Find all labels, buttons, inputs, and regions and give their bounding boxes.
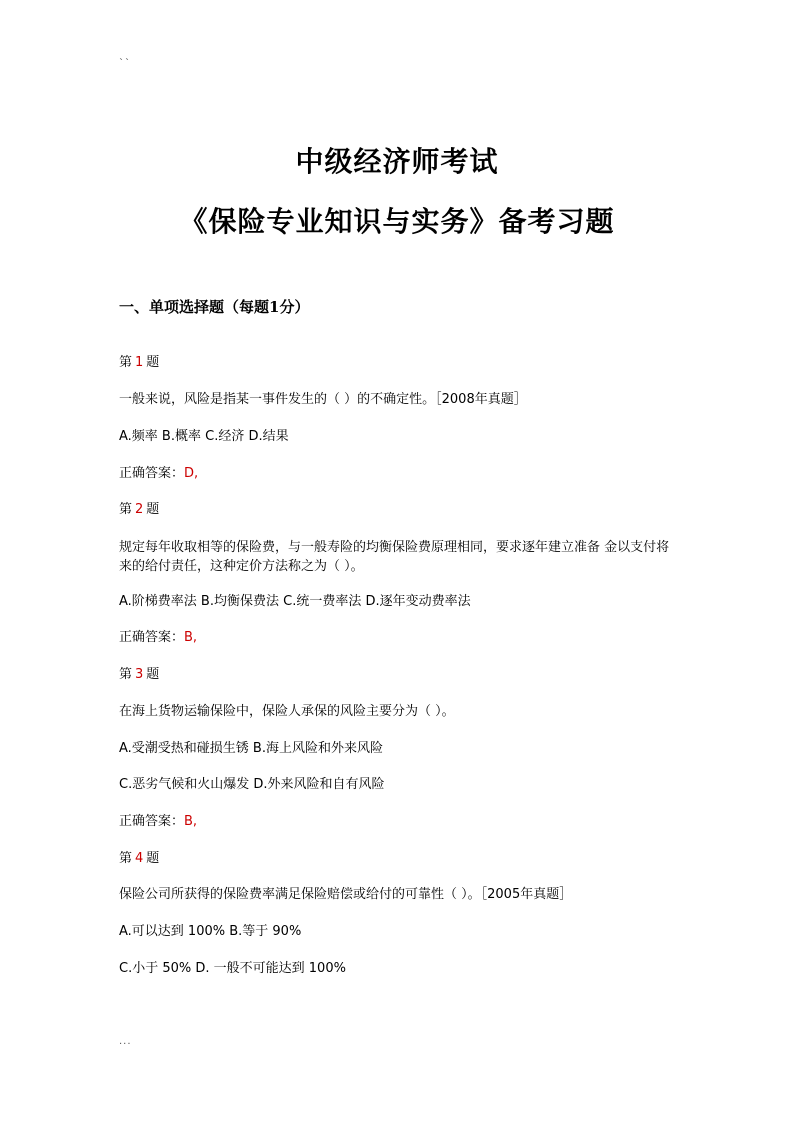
question-1-options: A.频率 B.概率 C.经济 D.结果 [119,429,289,444]
question-3-answer [119,813,689,831]
question-suffix: 题 [146,851,160,866]
question-4-stem: 保险公司所获得的保险费率满足保险赔偿或给付的可靠性（ ）。［2005年真题］ [119,887,573,902]
question-4-options-1: A.可以达到 100% B.等于 90% [119,924,302,939]
question-number: 2 [135,502,144,517]
question-2-stem: 规定每年收取相等的保险费，与一般寿险的均衡保险费原理相同，要求逐年建立准备 金以支付将来的给付责任，这种定价方法称之为（ ）。 [119,540,670,574]
answer-label: 正确答案： [119,814,185,829]
question-number: 3 [135,667,144,682]
page-title: 中级经济师考试 [295,145,499,178]
question-suffix: 题 [146,355,160,370]
question-3-options-1: A.受潮受热和碰损生锈 B.海上风险和外来风险 [119,741,383,756]
question-prefix: 第 [119,502,133,517]
question-1-stem: 一般来说，风险是指某一事件发生的（ ）的不确定性。［2008年真题］ [119,392,527,407]
question-prefix: 第 [119,355,133,370]
question-3-header [119,666,689,684]
question-3-stem: 在海上货物运输保险中，保险人承保的风险主要分为（ ）。 [119,704,455,719]
answer-value: B, [184,630,198,645]
question-2-answer [119,629,689,647]
question-4-options-2: C.小于 50% D. 一般不可能达到 100% [119,961,346,976]
question-3-options-2: C.恶劣气候和火山爆发 D.外来风险和自有风险 [119,777,385,792]
question-prefix: 第 [119,851,133,866]
answer-value: B, [184,814,198,829]
footer-mark: ... [119,1036,132,1047]
question-suffix: 题 [146,502,160,517]
question-2-options: A.阶梯费率法 B.均衡保费法 C.统一费率法 D.逐年变动费率法 [119,594,471,609]
question-number: 1 [135,355,144,370]
answer-value: D, [184,466,199,481]
section-heading: 一、单项选择题（每题1分） [119,298,310,316]
question-1-answer [119,465,689,483]
question-suffix: 题 [146,667,160,682]
header-mark: `` [119,58,131,69]
question-prefix: 第 [119,667,133,682]
question-2-header [119,501,689,519]
answer-label: 正确答案： [119,466,185,481]
page-subtitle: 《保险专业知识与实务》备考习题 [179,205,615,238]
question-1-header [119,354,689,372]
question-number: 4 [135,851,144,866]
question-4-header [119,850,689,868]
answer-label: 正确答案： [119,630,185,645]
